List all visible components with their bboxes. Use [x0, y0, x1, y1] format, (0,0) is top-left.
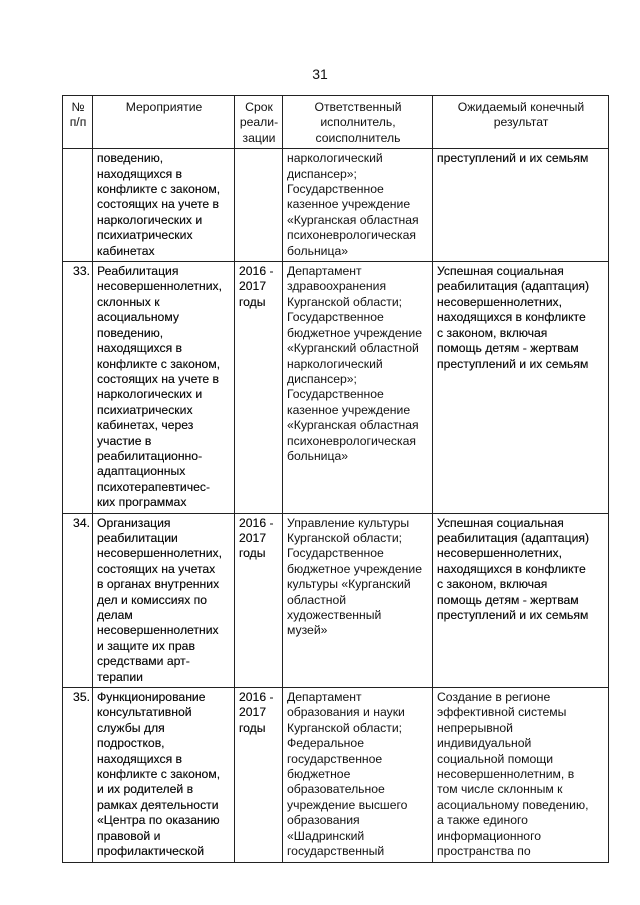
row-activity: Реабилитация несовершеннолетних, склонных к асоциальному поведению, находящихся в конфликте с законом, состоящих на учете в наркологических и психиатрических кабинетах, через участие в реабилитационно- адаптационных психотерапевтичес- ких программах	[93, 262, 235, 514]
row-term	[235, 149, 283, 262]
table-row	[63, 149, 609, 262]
page-number: 31	[312, 66, 328, 82]
row-executor: Департамент образования и науки Курганской области; Федеральное государственное бюджетное образовательное учреждение высшего образования «Шадринский государственный	[283, 688, 433, 862]
table-row	[63, 688, 609, 862]
row-result: Создание в регионе эффективной системы непрерывной индивидуальной социальной помощи несовершеннолетним, в том числе склонным к асоциальному поведению, а также единого информационного пространства по	[433, 688, 609, 862]
table-row	[63, 262, 609, 514]
table-row	[63, 513, 609, 687]
row-term: 2016 - 2017 годы	[235, 262, 283, 514]
row-activity: поведению, находящихся в конфликте с законом, состоящих на учете в наркологических и психиатрических кабинетах	[93, 149, 235, 262]
table-header-row	[63, 96, 609, 149]
header-result: Ожидаемый конечный результат	[433, 96, 609, 149]
row-activity: Функционирование консультативной службы для подростков, находящихся в конфликте с законом, и их родителей в рамках деятельности «Центра по оказанию правовой и профилактической	[93, 688, 235, 862]
row-number: 35.	[63, 688, 93, 862]
row-term: 2016 - 2017 годы	[235, 688, 283, 862]
row-executor: наркологический диспансер»; Государственное казенное учреждение «Курганская областная психоневрологическая больница»	[283, 149, 433, 262]
row-activity: Организация реабилитации несовершеннолетних, состоящих на учетах в органах внутренних дел и комиссиях по делам несовершеннолетних и защите их прав средствами арт- терапии	[93, 513, 235, 687]
row-number	[63, 149, 93, 262]
row-number: 33.	[63, 262, 93, 514]
header-executor: Ответственный исполнитель, соисполнитель	[283, 96, 433, 149]
row-result: Успешная социальная реабилитация (адаптация) несовершеннолетних, находящихся в конфликте с законом, включая помощь детям - жертвам преступлений и их семьям	[433, 513, 609, 687]
row-result: преступлений и их семьям	[433, 149, 609, 262]
row-result: Успешная социальная реабилитация (адаптация) несовершеннолетних, находящихся в конфликте с законом, включая помощь детям - жертвам преступлений и их семьям	[433, 262, 609, 514]
row-number: 34.	[63, 513, 93, 687]
measures-table	[62, 95, 609, 863]
row-term: 2016 - 2017 годы	[235, 513, 283, 687]
header-term: Срок реали- зации	[235, 96, 283, 149]
header-activity: Мероприятие	[93, 96, 235, 149]
row-executor: Управление культуры Курганской области; Государственное бюджетное учреждение культуры «Курганский областной художественный музей»	[283, 513, 433, 687]
header-number: № п/п	[63, 96, 93, 149]
row-executor: Департамент здравоохранения Курганской области; Государственное бюджетное учреждение «Курганский областной наркологический диспансер»; Государственное казенное учреждение «Курганская областная психоневрологическая больница»	[283, 262, 433, 514]
